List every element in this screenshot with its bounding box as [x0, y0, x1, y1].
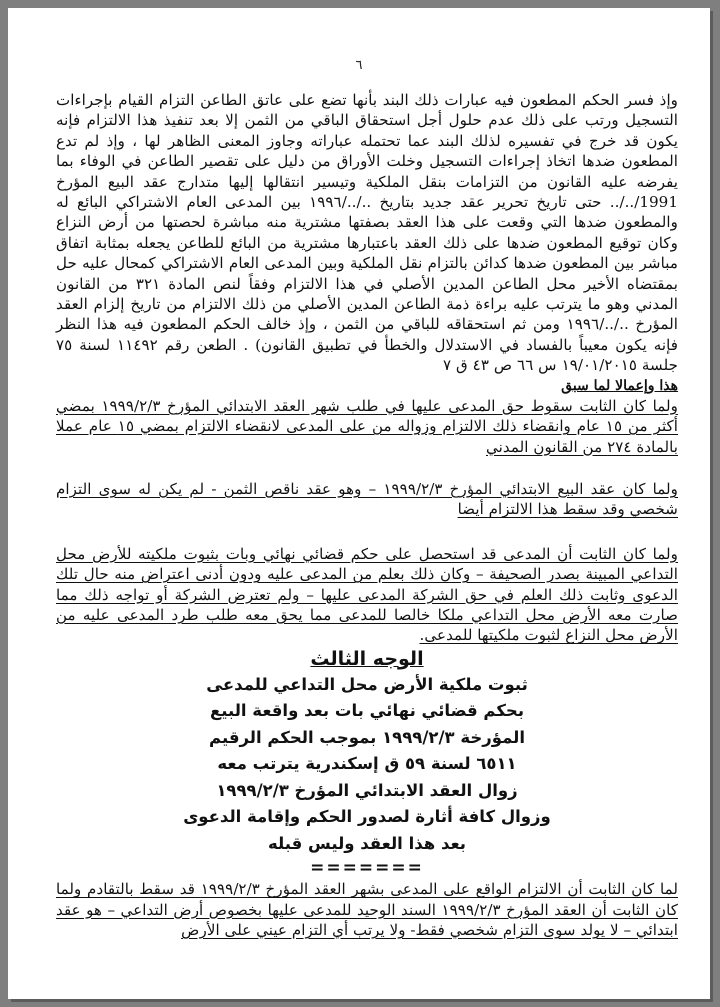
section-line: المؤرخة ١٩٩٩/٢/٣ بموجب الحكم الرقيم	[209, 727, 525, 747]
section-line: ٦٥١١ لسنة ٥٩ ق إسكندرية يترتب معه	[217, 754, 517, 774]
section-line: ثبوت ملكية الأرض محل التداعي للمدعى	[206, 674, 528, 694]
section-line: زوال العقد الابتدائي المؤرخ ١٩٩٩/٢/٣	[216, 780, 518, 800]
document-page	[8, 8, 710, 999]
section-line: بحكم قضائي نهائي بات بعد واقعة البيع	[209, 701, 525, 721]
section-title: الوجه الثالث	[310, 647, 424, 670]
heading-application: هذا وإعمالا لما سبق	[561, 377, 678, 394]
section-line: بعد هذا العقد وليس قبله	[267, 833, 466, 853]
paragraph-court-ruling: وإذ فسر الحكم المطعون فيه عبارات ذلك البند بأنها تضع على عاتق الطاعن التزام القيام بإجراءات التسجيل ورتب على ذلك عدم حلول أجل استحقاق الباقي من الثمن إلا بعد تنفيذ هذا الالتزام فإنه يكون قد خرج في تفسيره لذلك البند عما تحتمله عباراته وجاوز المعنى الظاهر لها ، وإذ لم تدع المطعون ضدها اتخاذ إجراءات التسجيل وخلت الأوراق من دليل على تقصير الطاعن في الوفاء بما يفرضه عليه القانون من التزامات بنقل الملكية وتيسير انتقالها إليها متدارج عقد البيع المؤرخ 1991/../.. حتى تاريخ تحرير عقد جديد بتاريخ ../../١٩٩٦ بين المدعى العام الاشتراكي البائع له والمطعون ضدها التي وقعت على هذا العقد بصفتها مشترية منه مباشرة لحصتها من أرض النزاع وكان توقيع المطعون ضدها على ذلك العقد باعتبارها مشترية من البائع للطاعن يجعله بمثابة اتفاق مباشر بين المطعون ضدها كدائن بالتزام نقل الملكية وبين المدعى العام الاشتراكي كمحال عليه حل بمقتضاه الأخير محل الطاعن المدين الأصلي في هذا الالتزام وفقاً لنص المادة ٣٢١ من القانون المدني وهو ما يترتب عليه براءة ذمة الطاعن المدين الأصلي من ذلك الالتزام من تاريخ إلزام العقد المؤرخ ../../١٩٩٦ ومن ثم استحقاقه للباقي من الثمن ، وإذ خالف الحكم المطعون فيه هذا النظر فإنه يكون معيباً بالفساد في الاستدلال والخطأ في تطبيق القانون) . الطعن رقم ١١٤٩٢ لسنة ٧٥ جلسة ١٩/٠١/٢٠١٥ س ٦٦ ص ٤٣ ق ٧	[56, 91, 678, 375]
page-number: ٦	[355, 58, 363, 73]
document-body	[56, 90, 678, 940]
paragraph-final: لما كان الثابت أن الالتزام الواقع على المدعى بشهر العقد المؤرخ ١٩٩٩/٢/٣ قد سقط بالتقادم ولما كان الثابت أن العقد المؤرخ ١٩٩٩/٢/٣ السند الوحيد للمدعى عليها بخصوص أرض التداعي – هو عقد ابتدائي – لا يولد سوى التزام شخصي فقط- ولا يرتب أي التزام عيني على الأرض	[56, 880, 678, 940]
paragraph-ownership-judgment: ولما كان الثابت أن المدعى قد استحصل على حكم قضائي نهائي وبات بثبوت ملكيته للأرض محل التداعي المبينة بصدر الصحيفة – وكان ذلك بعلم من المدعى عليه ودون أدنى اعتراض منه حال تلك الدعوى وثابت ذلك العلم في حق الشركة المدعى عليها – ولم تعترض الشركة أو تواجه ذلك مما صارت معه الأرض محل التداعي ملكا خالصا للمدعى مما يحق معه طلب طرد المدعى عليه من الأرض محل النزاع لثبوت ملكيتها للمدعى.	[56, 544, 678, 645]
section-line: وزوال كافة أثارة لصدور الحكم وإقامة الدعوى	[183, 807, 551, 827]
paragraph-personal-obligation: ولما كان عقد البيع الابتدائي المؤرخ ١٩٩٩/٢/٣ – وهو عقد ناقص الثمن - لم يكن له سوى التزام شخصي وقد سقط هذا الالتزام أيضا	[56, 479, 678, 519]
separator: =======	[310, 858, 424, 879]
paragraph-statute-limitation: ولما كان الثابت سقوط حق المدعى عليها في طلب شهر العقد الابتدائي المؤرخ ١٩٩٩/٢/٣ بمضي أكثر من ١٥ عام وانقضاء ذلك الالتزام وزواله من على المدعى لانقضاء الالتزام بمضي ١٥ عام عملا بالمادة ٢٧٤ من القانون المدني	[56, 396, 678, 456]
